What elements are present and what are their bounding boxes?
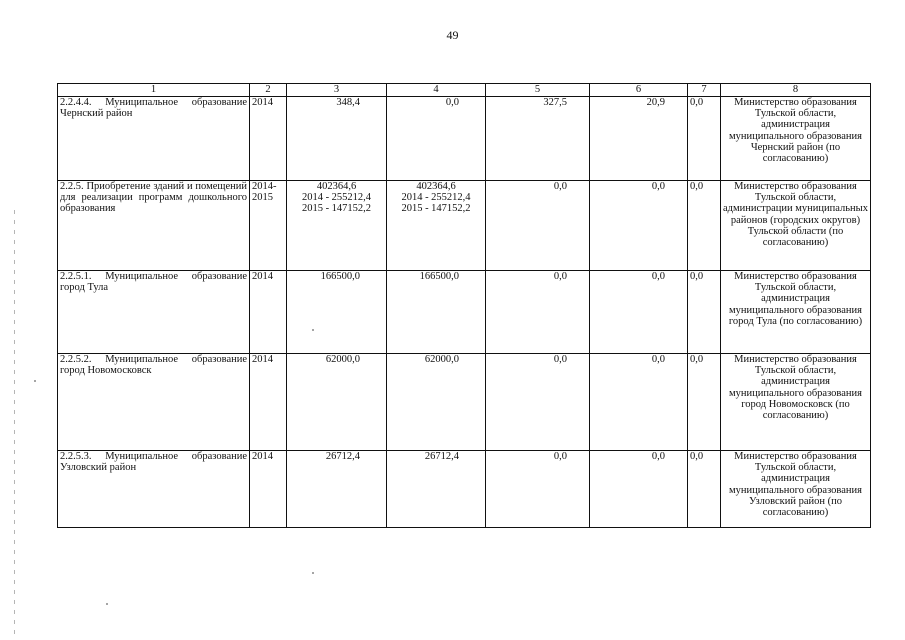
row-col6-cell: 0,0 <box>590 451 688 528</box>
row-col4-cell <box>387 451 486 528</box>
amount-line: 166500,0 <box>419 271 459 282</box>
column-header-4: 4 <box>387 84 486 97</box>
row-total-cell <box>287 181 387 271</box>
row-name-cell: 2.2.5. Приобретение зданий и помещений для реализации программ дошкольного образования <box>58 181 250 271</box>
row-total-cell <box>287 271 387 354</box>
row-col7-cell: 0,0 <box>688 271 721 354</box>
table-row <box>58 271 871 354</box>
amount-line: 2014 - 255212,4 <box>401 192 471 204</box>
row-year-cell: 2014 <box>250 451 287 528</box>
row-col5-cell: 327,5 <box>486 97 590 181</box>
row-col4-cell <box>387 271 486 354</box>
column-header-3: 3 <box>287 84 387 97</box>
row-col4-cell <box>387 181 486 271</box>
row-col7-cell: 0,0 <box>688 97 721 181</box>
amount-line: 2015 - 147152,2 <box>301 203 372 215</box>
scan-speck <box>106 603 108 605</box>
row-year-cell: 2014 <box>250 271 287 354</box>
amount-line: 348,4 <box>336 97 360 108</box>
table-row <box>58 97 871 181</box>
row-col4-cell <box>387 354 486 451</box>
row-col6-cell: 0,0 <box>590 181 688 271</box>
table-row <box>58 451 871 528</box>
row-total-cell <box>287 354 387 451</box>
row-name-cell: 2.2.4.4. Муниципальное образование Чернский район <box>58 97 250 181</box>
amount-line: 166500,0 <box>320 271 360 282</box>
column-header-6: 6 <box>590 84 688 97</box>
column-header-7: 7 <box>688 84 721 97</box>
row-col5-cell: 0,0 <box>486 354 590 451</box>
row-executor-cell: Министерство образования Тульской области, администрация муниципального образования город Новомосковск (по согласованию) <box>721 354 871 451</box>
row-name-cell: 2.2.5.3. Муниципальное образование Узловский район <box>58 451 250 528</box>
row-year-cell: 2014 <box>250 354 287 451</box>
amount-line: 402364,6 <box>416 181 456 192</box>
row-col7-cell: 0,0 <box>688 451 721 528</box>
row-col6-cell: 0,0 <box>590 271 688 354</box>
row-year-cell: 2014-2015 <box>250 181 287 271</box>
amount-line: 26712,4 <box>424 451 459 462</box>
row-year-cell: 2014 <box>250 97 287 181</box>
row-executor-cell: Министерство образования Тульской области, администрации муниципальных районов (городских округов) Тульской области (по согласованию) <box>721 181 871 271</box>
row-name-cell: 2.2.5.2. Муниципальное образование город Новомосковск <box>58 354 250 451</box>
scan-speck <box>34 380 36 382</box>
column-header-1: 1 <box>58 84 250 97</box>
amount-line: 0,0 <box>445 97 459 108</box>
amount-line: 402364,6 <box>316 181 357 192</box>
amount-line: 2015 - 147152,2 <box>401 203 471 215</box>
program-table <box>57 83 871 528</box>
column-header-8: 8 <box>721 84 871 97</box>
amount-line: 62000,0 <box>325 354 360 365</box>
row-col4-cell <box>387 97 486 181</box>
amount-line: 2014 - 255212,4 <box>301 192 372 204</box>
table-row <box>58 181 871 271</box>
amount-line: 62000,0 <box>424 354 459 365</box>
table-body <box>58 84 871 528</box>
row-col6-cell: 0,0 <box>590 354 688 451</box>
row-col5-cell: 0,0 <box>486 181 590 271</box>
row-col7-cell: 0,0 <box>688 354 721 451</box>
row-total-cell <box>287 97 387 181</box>
scan-edge-line <box>14 210 15 640</box>
row-col7-cell: 0,0 <box>688 181 721 271</box>
row-col5-cell: 0,0 <box>486 271 590 354</box>
column-header-2: 2 <box>250 84 287 97</box>
table-row <box>58 354 871 451</box>
row-col5-cell: 0,0 <box>486 451 590 528</box>
row-col6-cell: 20,9 <box>590 97 688 181</box>
row-executor-cell: Министерство образования Тульской области, администрация муниципального образования Чернский район (по согласованию) <box>721 97 871 181</box>
column-header-5: 5 <box>486 84 590 97</box>
page-number: 49 <box>446 28 459 42</box>
row-total-cell <box>287 451 387 528</box>
row-name-cell: 2.2.5.1. Муниципальное образование город Тула <box>58 271 250 354</box>
row-executor-cell: Министерство образования Тульской области, администрация муниципального образования Узловский район (по согласованию) <box>721 451 871 528</box>
row-executor-cell: Министерство образования Тульской области, администрация муниципального образования город Тула (по согласованию) <box>721 271 871 354</box>
scan-speck <box>312 572 314 574</box>
table-header-row <box>58 84 871 97</box>
amount-line: 26712,4 <box>325 451 360 462</box>
